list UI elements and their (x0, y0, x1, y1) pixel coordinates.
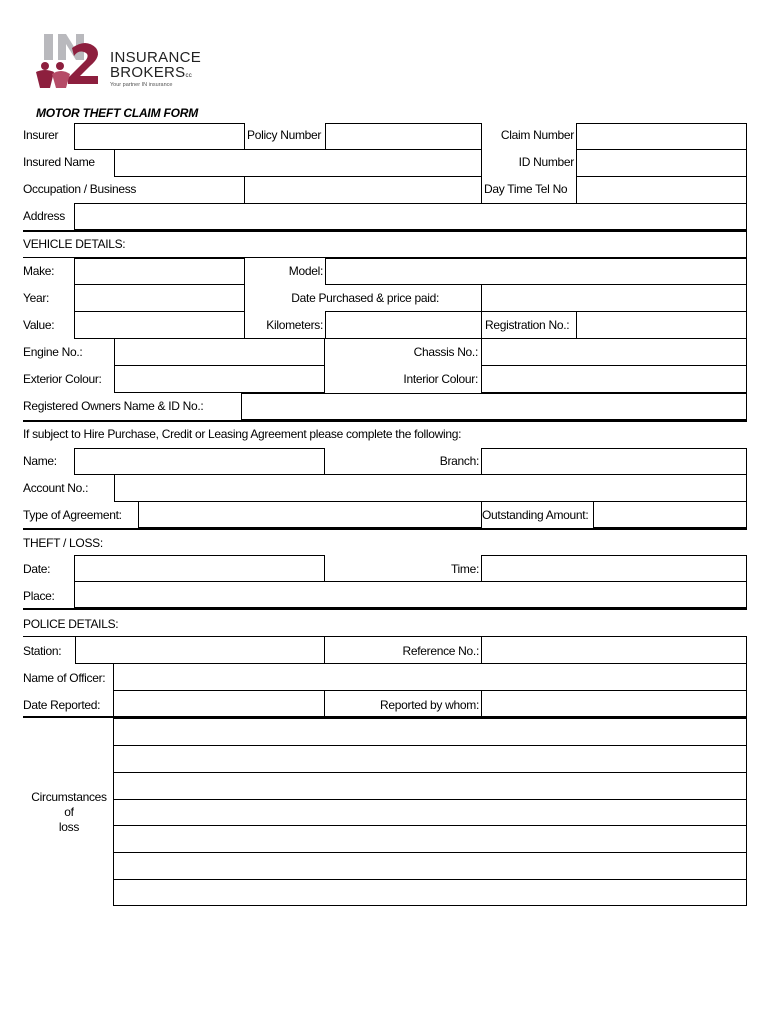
branch-label: Branch: (439, 454, 479, 468)
day-tel-label: Day Time Tel No (484, 182, 568, 196)
reported-by-field[interactable] (481, 690, 747, 717)
police-heading: POLICE DETAILS: (23, 617, 119, 631)
branch-field[interactable] (481, 448, 747, 475)
agreement-type-field[interactable] (138, 501, 482, 528)
vehicle-heading: VEHICLE DETAILS: (23, 237, 126, 251)
agreement-type-label: Type of Agreement: (23, 508, 122, 522)
kilometers-field[interactable] (325, 311, 482, 339)
model-field[interactable] (325, 258, 747, 285)
reference-label: Reference No.: (402, 644, 479, 658)
section-divider (23, 528, 747, 530)
circumstances-line-1: Circumstances (31, 790, 107, 804)
circumstances-line-field-1[interactable] (113, 718, 747, 746)
date-purchased-label: Date Purchased & price paid: (291, 291, 439, 305)
registered-owner-label: Registered Owners Name & ID No.: (23, 399, 204, 413)
date-reported-field[interactable] (113, 690, 325, 717)
kilometers-label: Kilometers: (266, 318, 323, 332)
insured-name-label: Insured Name (23, 155, 95, 169)
exterior-colour-field[interactable] (114, 365, 325, 393)
theft-heading: THEFT / LOSS: (23, 536, 103, 550)
circumstances-line-3: loss (58, 820, 80, 834)
circumstances-line-field-6[interactable] (113, 852, 747, 880)
value-label: Value: (23, 318, 55, 332)
reference-field[interactable] (481, 636, 747, 664)
day-tel-field[interactable] (576, 176, 747, 204)
reported-by-label: Reported by whom: (380, 698, 479, 712)
year-field[interactable] (74, 284, 245, 312)
interior-colour-label: Interior Colour: (403, 372, 478, 386)
chassis-field[interactable] (481, 338, 747, 366)
officer-label: Name of Officer: (23, 671, 106, 685)
policy-number-field[interactable] (325, 123, 482, 150)
registration-label: Registration No.: (485, 318, 570, 332)
address-label: Address (23, 209, 65, 223)
circumstances-line-field-7[interactable] (113, 879, 747, 906)
finance-note: If subject to Hire Purchase, Credit or Leasing Agreement please complete the following: (23, 427, 462, 441)
logo-brokers-word: BROKERS (110, 64, 186, 81)
account-field[interactable] (114, 474, 747, 502)
id-number-field[interactable] (576, 149, 747, 177)
engine-label: Engine No.: (23, 345, 83, 359)
theft-date-label: Date: (23, 562, 51, 576)
make-label: Make: (23, 264, 55, 278)
vehicle-heading-row (23, 232, 747, 258)
account-label: Account No.: (23, 481, 89, 495)
model-label: Model: (288, 264, 323, 278)
date-reported-label: Date Reported: (23, 698, 101, 712)
circumstances-line-field-5[interactable] (113, 825, 747, 853)
finance-name-label: Name: (23, 454, 57, 468)
insurer-field[interactable] (74, 123, 245, 150)
circumstances-label (25, 790, 113, 835)
circumstances-line-field-4[interactable] (113, 799, 747, 826)
outstanding-label: Outstanding Amount: (482, 508, 589, 522)
insurer-label: Insurer (23, 128, 59, 142)
exterior-colour-label: Exterior Colour: (23, 372, 102, 386)
address-field[interactable] (74, 203, 747, 230)
theft-time-field[interactable] (481, 555, 747, 582)
registration-field[interactable] (576, 311, 747, 339)
registered-owner-field[interactable] (241, 393, 747, 420)
circumstances-line-field-3[interactable] (113, 772, 747, 800)
year-label: Year: (23, 291, 50, 305)
section-divider (23, 608, 747, 610)
claim-number-label: Claim Number (500, 128, 574, 142)
officer-field[interactable] (113, 663, 747, 691)
outstanding-field[interactable] (593, 501, 747, 528)
logo-mark-icon (32, 30, 112, 92)
section-divider (23, 420, 747, 422)
theft-place-label: Place: (23, 589, 55, 603)
theft-place-field[interactable] (74, 581, 747, 608)
station-field[interactable] (75, 636, 325, 664)
theft-time-label: Time: (450, 562, 479, 576)
occupation-field[interactable] (244, 176, 482, 204)
company-logo (32, 30, 212, 92)
id-number-label: ID Number (518, 155, 574, 169)
finance-name-field[interactable] (74, 448, 325, 475)
interior-colour-field[interactable] (481, 365, 747, 393)
logo-line-insurance: INSURANCE (110, 49, 202, 66)
date-purchased-field[interactable] (481, 284, 747, 312)
station-label: Station: (23, 644, 62, 658)
form-title: MOTOR THEFT CLAIM FORM (36, 106, 199, 120)
claim-number-field[interactable] (576, 123, 747, 150)
circumstances-line-field-2[interactable] (113, 745, 747, 773)
occupation-label: Occupation / Business (23, 182, 137, 196)
engine-field[interactable] (114, 338, 325, 366)
chassis-label: Chassis No.: (413, 345, 478, 359)
insured-name-field[interactable] (114, 149, 482, 177)
policy-number-label: Policy Number (247, 128, 322, 142)
theft-date-field[interactable] (74, 555, 325, 582)
make-field[interactable] (74, 258, 245, 285)
value-field[interactable] (74, 311, 245, 339)
logo-brokers-suffix: cc (185, 73, 193, 79)
logo-tagline: Your partner IN insurance (110, 82, 173, 88)
circumstances-line-2: of (64, 805, 74, 819)
